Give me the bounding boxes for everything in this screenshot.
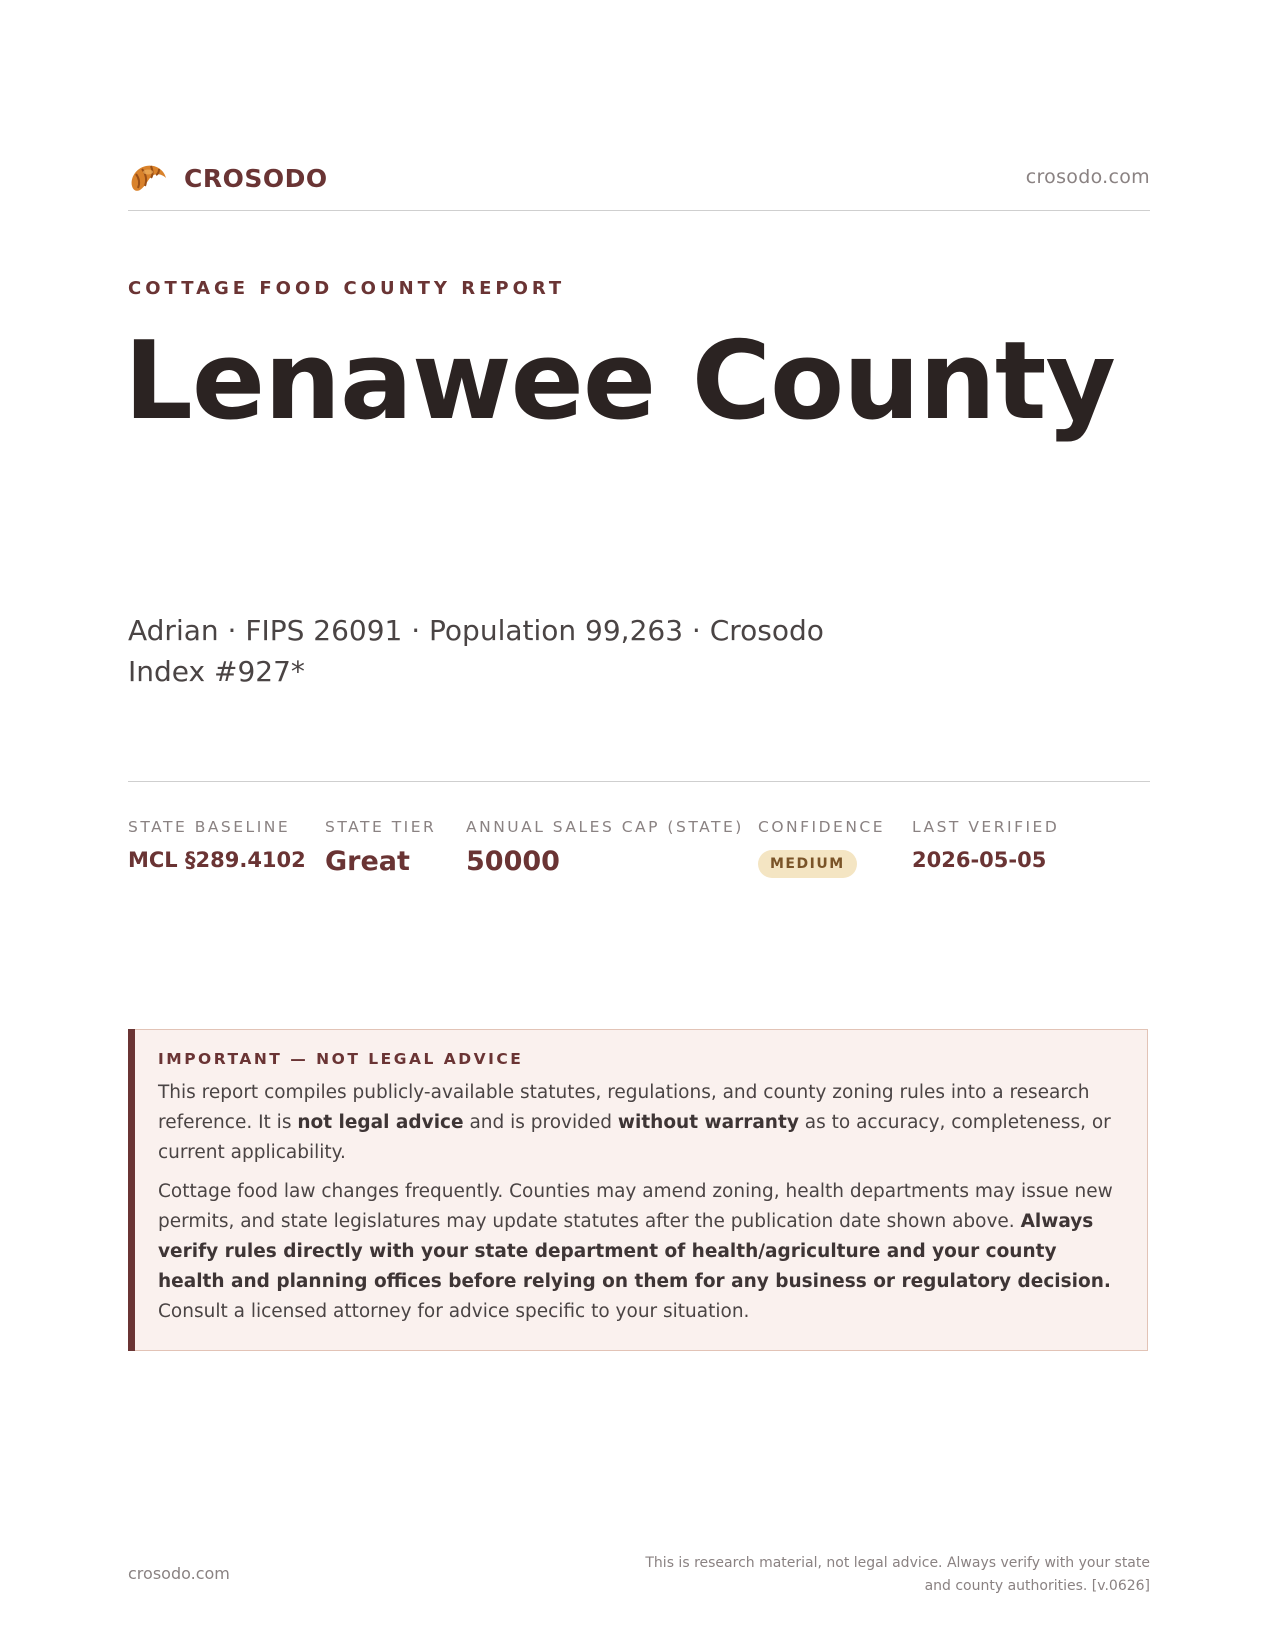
fact-label: STATE BASELINE	[128, 818, 291, 836]
notice-paragraph-2	[158, 1177, 1118, 1327]
notice-accent-bar	[128, 1029, 135, 1351]
notice-text: Consult a licensed attorney for advice specific to your situation.	[158, 1301, 750, 1322]
fact-state-baseline	[128, 818, 306, 872]
notice-text: This report compiles publicly-available statutes, regulations, and county zoning rules into a research reference. It is	[158, 1082, 1090, 1133]
notice-emphasis: Always verify rules directly with your state department of health/agriculture and your county health and planning offices before relying on them for any business or regulatory decision.	[158, 1211, 1111, 1292]
fact-last-verified	[912, 818, 1059, 872]
legal-notice	[128, 1029, 1148, 1351]
report-page	[124, 0, 1150, 1650]
notice-text: as to accuracy, completeness, or current applicability.	[158, 1112, 1111, 1163]
report-eyebrow: COTTAGE FOOD COUNTY REPORT	[128, 278, 566, 299]
fact-label: STATE TIER	[325, 818, 437, 836]
fact-annual-sales-cap	[466, 818, 744, 877]
confidence-badge: MEDIUM	[758, 850, 857, 878]
brand[interactable]	[128, 160, 328, 196]
page-title: Lenawee County	[124, 319, 1115, 444]
notice-title: IMPORTANT — NOT LEGAL ADVICE	[158, 1050, 524, 1068]
notice-paragraph-1	[158, 1078, 1118, 1168]
notice-text: and is provided	[463, 1112, 618, 1133]
notice-emphasis: without warranty	[617, 1112, 799, 1133]
brand-name: CROSODO	[184, 163, 328, 193]
fact-label: CONFIDENCE	[758, 818, 886, 836]
fact-confidence	[758, 818, 885, 878]
fact-value: 2026-05-05	[912, 848, 1047, 872]
county-subtitle: Adrian · FIPS 26091 · Population 99,263 · Crosodo Index #927*	[128, 614, 824, 688]
site-link[interactable]: crosodo.com	[1025, 166, 1150, 188]
croissant-icon	[128, 160, 168, 196]
fact-value: 50000	[466, 846, 560, 877]
fact-label: LAST VERIFIED	[912, 818, 1060, 836]
footer-site[interactable]: crosodo.com	[128, 1564, 230, 1583]
fact-value: MCL §289.4102	[128, 848, 306, 872]
footer-disclaimer: This is research material, not legal advice. Always verify with your state and county authorities. [v.0626]	[645, 1555, 1150, 1594]
facts-row	[128, 781, 1150, 902]
fact-label: ANNUAL SALES CAP (STATE)	[466, 818, 744, 836]
fact-value: Great	[325, 846, 410, 877]
page-header	[128, 158, 1150, 211]
notice-text: Cottage food law changes frequently. Counties may amend zoning, health departments may issue new permits, and state legislatures may update statutes after the publication date shown above.	[158, 1181, 1113, 1232]
fact-state-tier	[325, 818, 436, 877]
notice-emphasis: not legal advice	[297, 1112, 464, 1133]
